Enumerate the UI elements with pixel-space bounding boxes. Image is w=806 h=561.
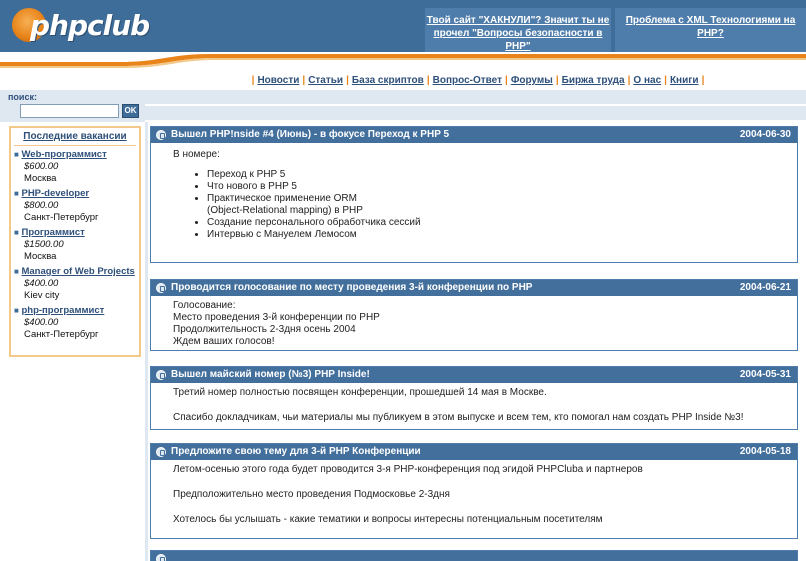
list-item: • Создание персонального обработчика сессий <box>207 217 775 229</box>
job-title-link[interactable]: Web-программист <box>21 149 107 160</box>
news-title[interactable]: Вышел PHP!nside #4 (Июнь) - в фокусе Переход к PHP 5 <box>171 129 450 140</box>
bullet-icon: ■ <box>14 189 19 198</box>
news-date: 2004-05-31 <box>739 369 791 380</box>
job-salary: $1500.00 <box>24 239 64 250</box>
news-line: Место проведения 3-й конференции по PHP <box>173 312 380 323</box>
job-salary: $400.00 <box>24 278 59 289</box>
job-salary: $400.00 <box>24 317 59 328</box>
site-header <box>0 0 806 72</box>
job-city: Москва <box>24 173 57 184</box>
news-title[interactable]: Проводится голосование по месту проведения 3-й конференции по PHP <box>171 282 533 293</box>
news-icon <box>156 370 166 380</box>
news-paragraph: Третий номер полностью посвящен конференции, прошедшей 14 мая в Москве. <box>173 387 547 398</box>
news-icon <box>156 283 166 293</box>
news-date: 2004-06-30 <box>739 129 791 140</box>
news-body <box>151 296 797 354</box>
job-city: Kiev city <box>24 290 60 301</box>
promo-xml[interactable] <box>615 8 806 52</box>
main-nav: | Новости | Статьи | База скриптов | Вопрос-Ответ | Форумы | Биржа труда | О нас | Книги | <box>251 75 705 86</box>
news-paragraph: Летом-осенью этого года будет проводится 3-я PHP-конференция под эгидой PHPCluba и партнеров <box>173 464 643 475</box>
news-title[interactable]: Предложите свою тему для 3-й PHP Конференции <box>171 446 421 457</box>
job-city: Санкт-Петербург <box>24 329 99 340</box>
job-item <box>14 305 136 341</box>
news-header <box>151 444 797 460</box>
news-paragraph: Спасибо докладчикам, чьи материалы мы публикуем в этом выпуске и всем тем, кто помогал нам создать PHP Inside №3! <box>173 412 744 423</box>
search-input[interactable] <box>20 104 119 118</box>
news-header <box>151 280 797 296</box>
list-item: • Что нового в PHP 5 <box>207 181 775 193</box>
jobs-title[interactable]: Последние вакансии <box>14 131 136 146</box>
news-line: Ждем ваших голосов! <box>173 336 275 347</box>
promo-security[interactable] <box>425 8 611 52</box>
header-swoosh <box>0 52 806 60</box>
list-item-line: Практическое применение ORM <box>207 193 357 204</box>
news-item-partial <box>150 550 798 561</box>
bullet-icon: ■ <box>14 267 19 276</box>
nav-item-forums[interactable]: Форумы <box>510 75 553 86</box>
news-item <box>150 366 798 430</box>
news-date: 2004-05-18 <box>739 446 791 457</box>
news-line: Продолжительность 2-3дня осень 2004 <box>173 324 356 335</box>
news-date: 2004-06-21 <box>739 282 791 293</box>
search-label: поиск: <box>8 92 37 102</box>
news-header <box>151 551 797 561</box>
job-title-link[interactable]: Программист <box>21 227 85 238</box>
news-icon <box>156 554 166 561</box>
news-icon <box>156 130 166 140</box>
list-item <box>207 193 775 217</box>
header-strip-bottom <box>145 106 806 120</box>
bullet-icon: ■ <box>14 150 19 159</box>
job-item <box>14 188 136 224</box>
news-header <box>151 127 797 143</box>
news-body <box>151 143 797 247</box>
news-body <box>151 460 797 532</box>
list-item: • Интервью с Мануелем Лемосом <box>207 229 775 241</box>
job-item <box>14 149 136 185</box>
job-city: Санкт-Петербург <box>24 212 99 223</box>
nav-item-about[interactable]: О нас <box>633 75 662 86</box>
promo-xml-link[interactable]: Проблема с XML Технологиями на PHP? <box>625 15 796 39</box>
job-item <box>14 266 136 302</box>
bullet-icon: ■ <box>14 228 19 237</box>
news-paragraph: Предположительно место проведения Подмосковье 2-3дня <box>173 489 450 500</box>
column-divider <box>145 122 148 561</box>
news-list <box>173 169 775 241</box>
news-item <box>150 279 798 351</box>
news-line: Голосование: <box>173 300 236 311</box>
job-title-link[interactable]: PHP-developer <box>21 188 90 199</box>
nav-item-qa[interactable]: Вопрос-Ответ <box>432 75 502 86</box>
header-strip-top <box>145 90 806 104</box>
nav-item-news[interactable]: Новости <box>257 75 300 86</box>
job-title-link[interactable]: php-программист <box>21 305 105 316</box>
bullet-icon: ■ <box>14 306 19 315</box>
nav-item-articles[interactable]: Статьи <box>308 75 344 86</box>
news-title[interactable]: Вышел майский номер (№3) PHP Inside! <box>171 369 370 380</box>
news-item <box>150 126 798 263</box>
news-item <box>150 443 798 539</box>
nav-item-jobs[interactable]: Биржа труда <box>561 75 625 86</box>
nav-item-scripts[interactable]: База скриптов <box>351 75 424 86</box>
news-intro: В номере: <box>173 149 220 160</box>
list-item-line: (Object-Relational mapping) в PHP <box>207 205 363 216</box>
job-salary: $600.00 <box>24 161 59 172</box>
news-body <box>151 383 797 430</box>
promo-security-link[interactable]: Твой сайт "ХАКНУЛИ"? Значит ты не прочел "Вопросы безопасности в PHP" <box>426 15 610 52</box>
jobs-panel <box>9 126 141 357</box>
logo[interactable] <box>0 0 210 52</box>
list-item: • Переход к PHP 5 <box>207 169 775 181</box>
job-item <box>14 227 136 263</box>
job-title-link[interactable]: Manager of Web Projects <box>21 266 135 277</box>
search-button[interactable]: OK <box>122 104 139 118</box>
news-header <box>151 367 797 383</box>
nav-item-books[interactable]: Книги <box>669 75 699 86</box>
news-icon <box>156 447 166 457</box>
job-salary: $800.00 <box>24 200 59 211</box>
news-paragraph: Хотелось бы услышать - какие тематики и вопросы интересны потенциальным посетителям <box>173 514 603 525</box>
search-panel <box>0 90 145 122</box>
job-city: Москва <box>24 251 57 262</box>
logo-text: phpclub <box>30 9 150 42</box>
